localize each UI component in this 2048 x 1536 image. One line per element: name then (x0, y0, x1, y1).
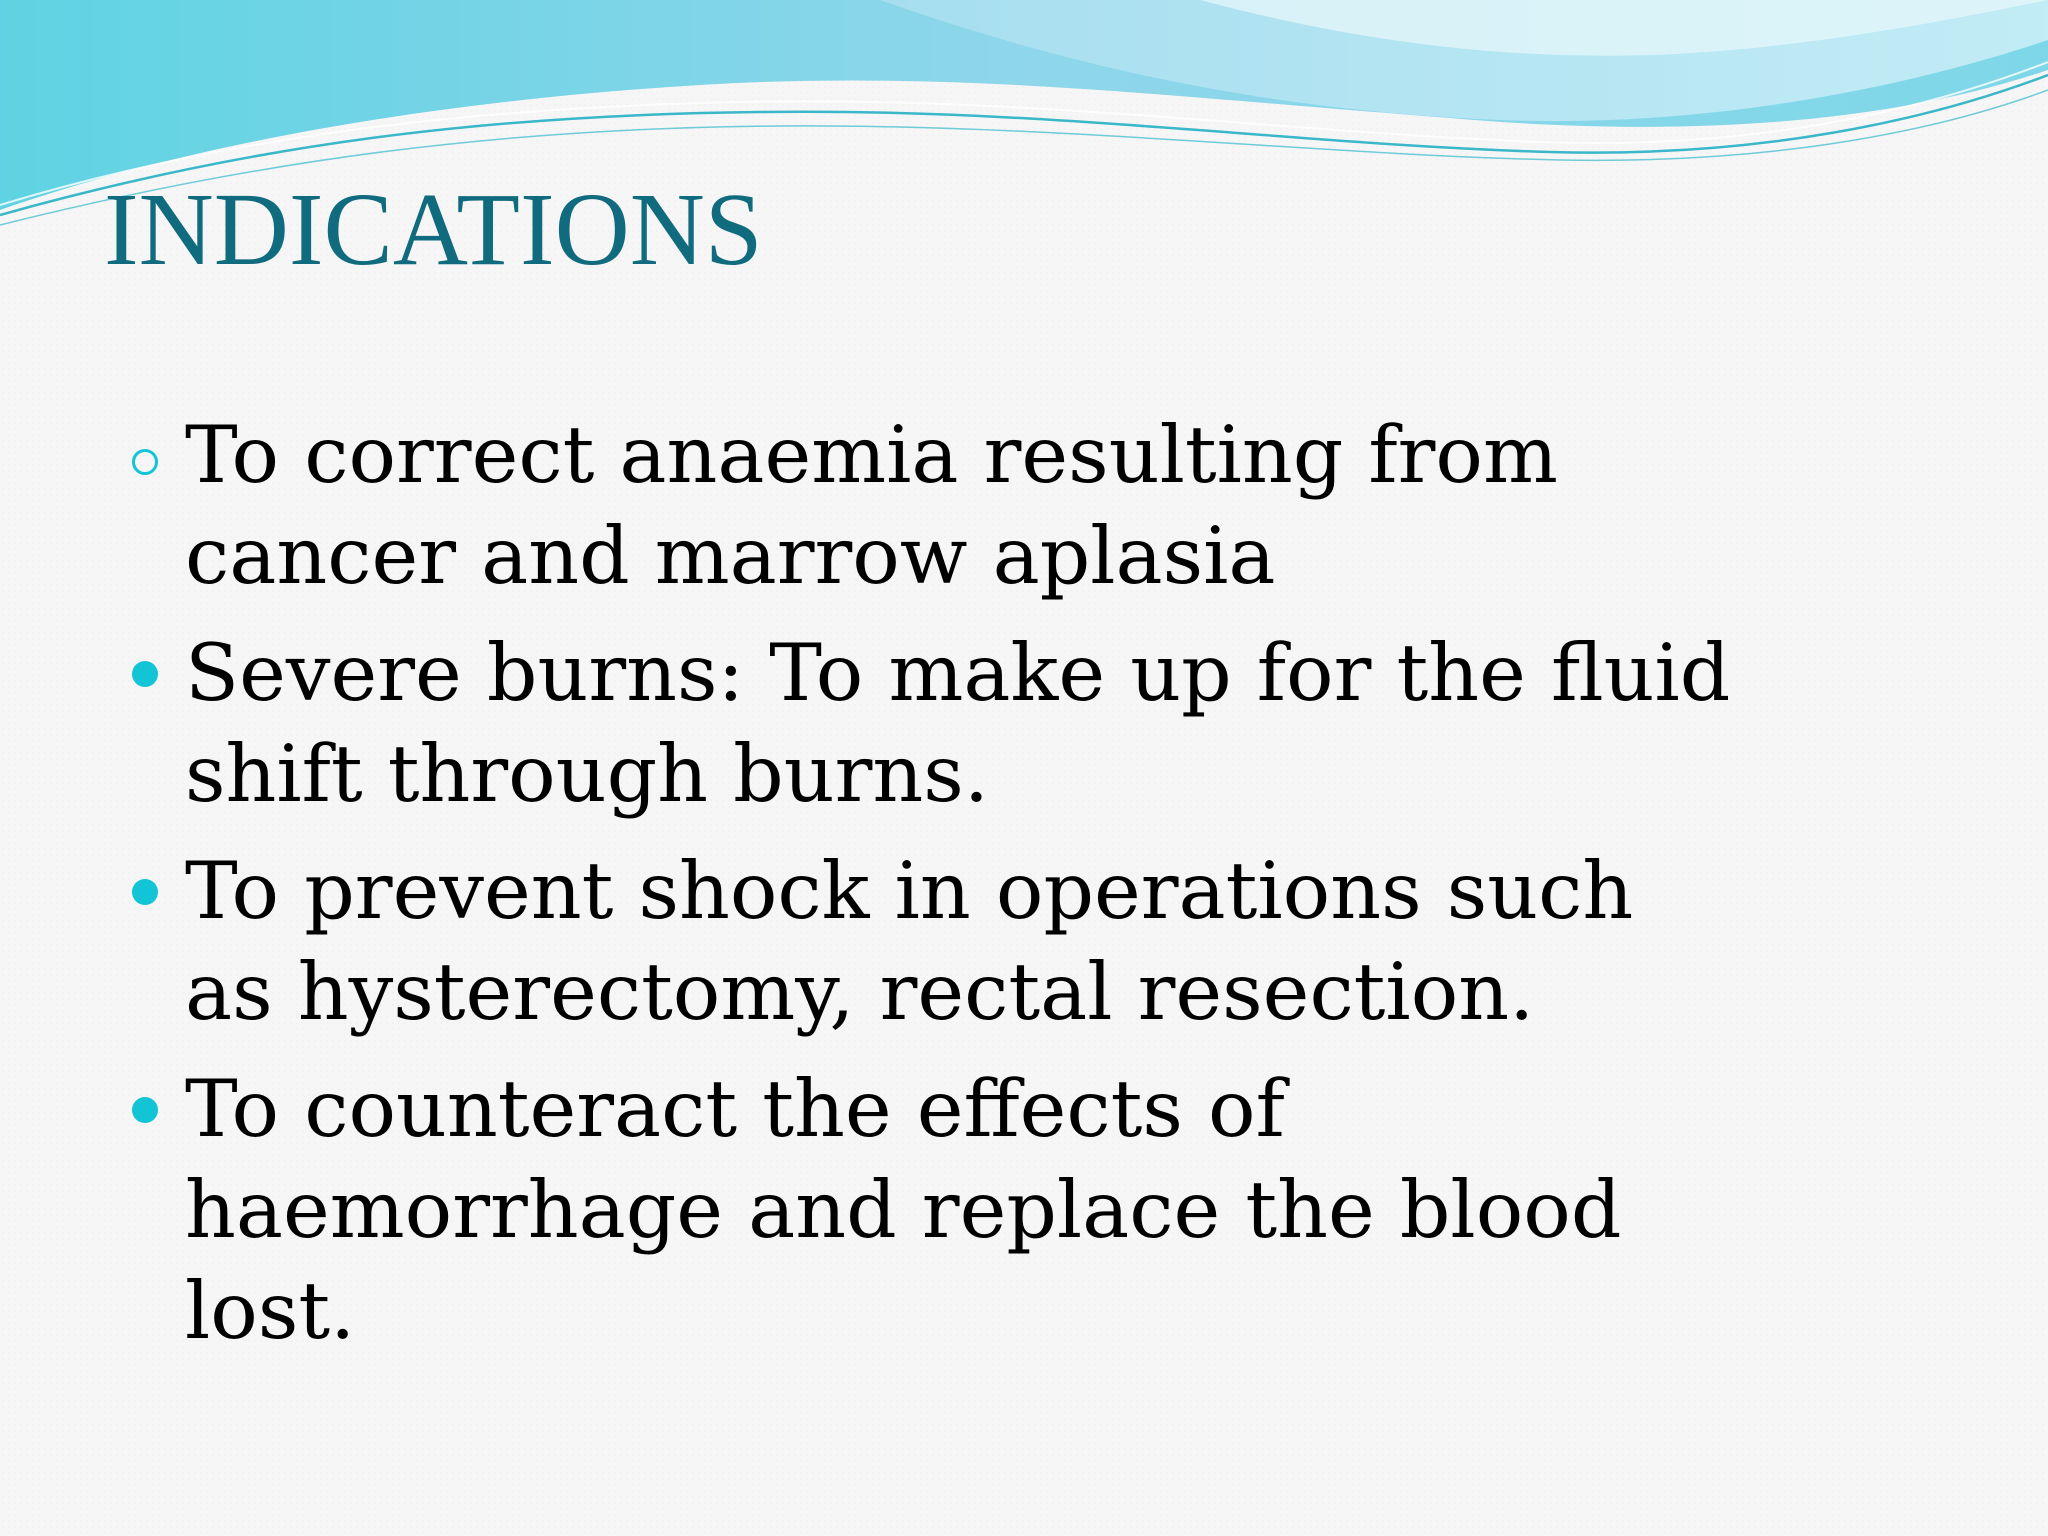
bullet-item (132, 841, 1732, 1043)
bullet-item (132, 623, 1732, 825)
bullet-text: To prevent shock in operations such as hysterectomy, rectal resection. (185, 845, 1634, 1038)
ring-icon (132, 449, 158, 475)
bullet-item (132, 405, 1732, 607)
disc-icon (132, 661, 158, 687)
bullet-list (132, 405, 1732, 1378)
disc-icon (132, 879, 158, 905)
bullet-text: Severe burns: To make up for the fluid shift through burns. (185, 627, 1731, 820)
slide-title: INDICATIONS (104, 172, 763, 287)
bullet-text: To correct anaemia resulting from cancer and marrow aplasia (185, 409, 1558, 602)
disc-icon (132, 1097, 158, 1123)
bullet-text: To counteract the effects of haemorrhage and replace the blood lost. (185, 1063, 1622, 1357)
bullet-item (132, 1059, 1732, 1362)
